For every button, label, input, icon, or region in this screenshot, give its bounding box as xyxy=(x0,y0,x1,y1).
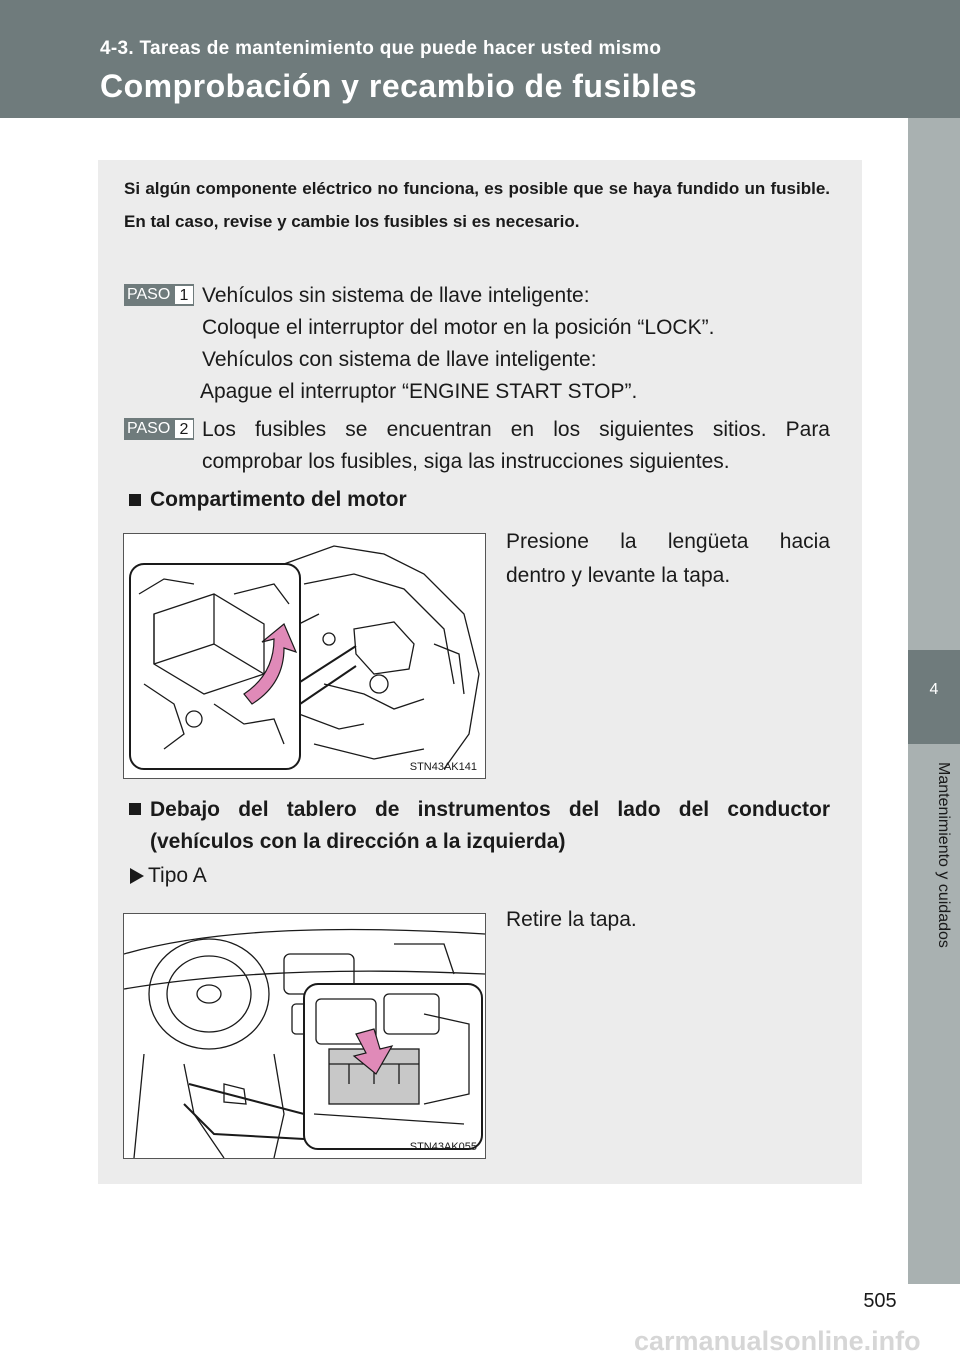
section-1-description-line: dentro y levante la tapa. xyxy=(506,564,731,587)
chapter-number: 4 xyxy=(908,650,960,744)
figure-code: STN43AK141 xyxy=(409,761,477,773)
dashboard-illustration xyxy=(124,914,485,1158)
bullet-square xyxy=(129,494,141,506)
step-1-line: Coloque el interruptor del motor en la posición “LOCK”. xyxy=(202,316,715,339)
sidebar-strip xyxy=(908,118,960,650)
bullet-square xyxy=(129,803,141,815)
watermark: carmanualsonline.info xyxy=(634,1326,921,1356)
section-title: 4-3. Tareas de mantenimiento que puede hacer usted mismo xyxy=(100,38,662,59)
figure-under-dashboard xyxy=(123,913,486,1159)
page-number: 505 xyxy=(863,1290,897,1312)
step-1-line: Vehículos con sistema de llave inteligente: xyxy=(202,348,597,371)
page-title: Comprobación y recambio de fusibles xyxy=(100,68,698,104)
step-2-badge xyxy=(124,418,194,440)
step-1-line: Apague el interruptor “ENGINE START STOP”. xyxy=(200,380,638,403)
page-header xyxy=(0,0,960,118)
step-badge-number: 2 xyxy=(174,419,194,439)
chapter-label: Mantenimiento y cuidados xyxy=(935,762,952,948)
section-heading: Debajo del tablero de instrumentos del lado del conductor xyxy=(150,798,830,821)
section-1-description-line: Presione la lengüeta hacia xyxy=(506,530,830,553)
section-heading: (vehículos con la dirección a la izquierda) xyxy=(150,830,566,853)
engine-compartment-illustration xyxy=(124,534,485,778)
chapter-sidebar xyxy=(908,0,960,1362)
section-2-description: Retire la tapa. xyxy=(506,908,637,931)
step-2-line: comprobar los fusibles, siga las instrucciones siguientes. xyxy=(202,450,730,473)
section-heading: Compartimento del motor xyxy=(150,488,407,511)
step-badge-word: PASO xyxy=(127,420,171,437)
figure-code: STN43AK055 xyxy=(409,1141,477,1153)
step-badge-word: PASO xyxy=(127,286,171,303)
intro-paragraph: Si algún componente eléctrico no funciona, es posible que se haya fundido un fusible. En tal caso, revise y cambie los fusibles si es necesario. xyxy=(124,179,830,231)
subtype-label: Tipo A xyxy=(148,864,207,887)
step-2-line: Los fusibles se encuentran en los siguientes sitios. Para xyxy=(202,418,830,441)
step-badge-number: 1 xyxy=(174,285,194,305)
step-1-badge xyxy=(124,284,194,306)
step-1-line: Vehículos sin sistema de llave inteligente: xyxy=(202,284,590,307)
figure-engine-compartment xyxy=(123,533,486,779)
play-triangle-icon xyxy=(130,868,144,884)
